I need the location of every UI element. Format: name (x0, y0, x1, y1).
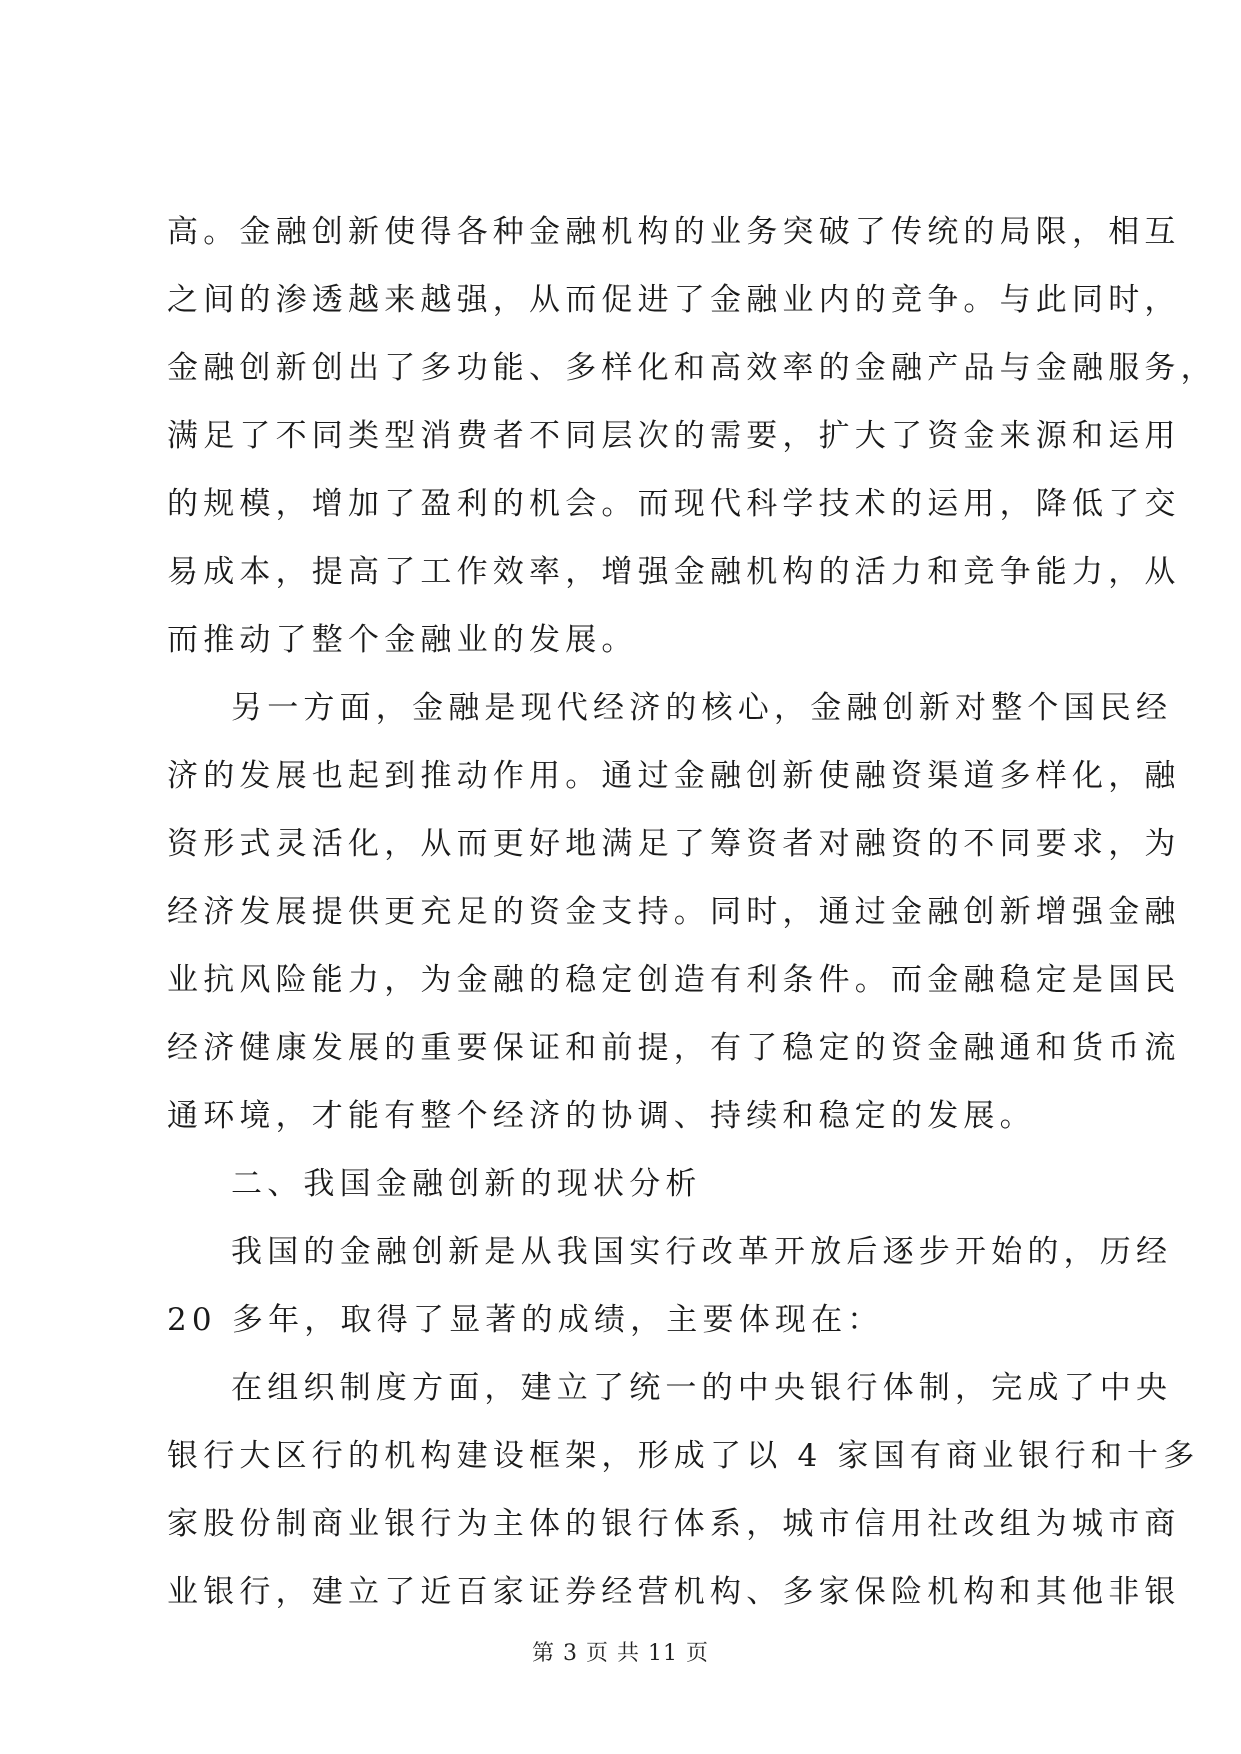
text-line: 银行大区行的机构建设框架，形成了以 4 家国有商业银行和十多 (167, 1438, 1200, 1474)
text-line: 经济发展提供更充足的资金支持。同时，通过金融创新增强金融 (167, 894, 1181, 930)
section-heading: 二、我国金融创新的现状分析 (231, 1166, 702, 1202)
text-line: 而推动了整个金融业的发展。 (167, 622, 638, 658)
text-line: 之间的渗透越来越强，从而促进了金融业内的竞争。与此同时， (167, 282, 1181, 318)
text-line: 通环境，才能有整个经济的协调、持续和稳定的发展。 (167, 1098, 1036, 1134)
text-line: 满足了不同类型消费者不同层次的需要，扩大了资金来源和运用 (167, 418, 1181, 454)
text-line: 业银行，建立了近百家证券经营机构、多家保险机构和其他非银 (167, 1574, 1181, 1610)
paragraph-first-line: 在组织制度方面，建立了统一的中央银行体制，完成了中央 (231, 1370, 1173, 1406)
text-line: 业抗风险能力，为金融的稳定创造有利条件。而金融稳定是国民 (167, 962, 1181, 998)
page-number-footer: 第 3 页 共 11 页 (532, 1641, 709, 1666)
text-line: 高。金融创新使得各种金融机构的业务突破了传统的局限，相互 (167, 214, 1181, 250)
text-line: 易成本，提高了工作效率，增强金融机构的活力和竞争能力，从 (167, 554, 1181, 590)
text-line: 20 多年，取得了显著的成绩，主要体现在： (167, 1302, 884, 1338)
text-line: 经济健康发展的重要保证和前提，有了稳定的资金融通和货币流 (167, 1030, 1181, 1066)
text-line: 家股份制商业银行为主体的银行体系，城市信用社改组为城市商 (167, 1506, 1181, 1542)
paragraph-first-line: 我国的金融创新是从我国实行改革开放后逐步开始的，历经 (231, 1234, 1173, 1270)
text-line: 的规模，增加了盈利的机会。而现代科学技术的运用，降低了交 (167, 486, 1181, 522)
text-line: 资形式灵活化，从而更好地满足了筹资者对融资的不同要求，为 (167, 826, 1181, 862)
paragraph-first-line: 另一方面，金融是现代经济的核心，金融创新对整个国民经 (231, 690, 1173, 726)
text-line: 济的发展也起到推动作用。通过金融创新使融资渠道多样化，融 (167, 758, 1181, 794)
text-line: 金融创新创出了多功能、多样化和高效率的金融产品与金融服务， (167, 350, 1217, 386)
